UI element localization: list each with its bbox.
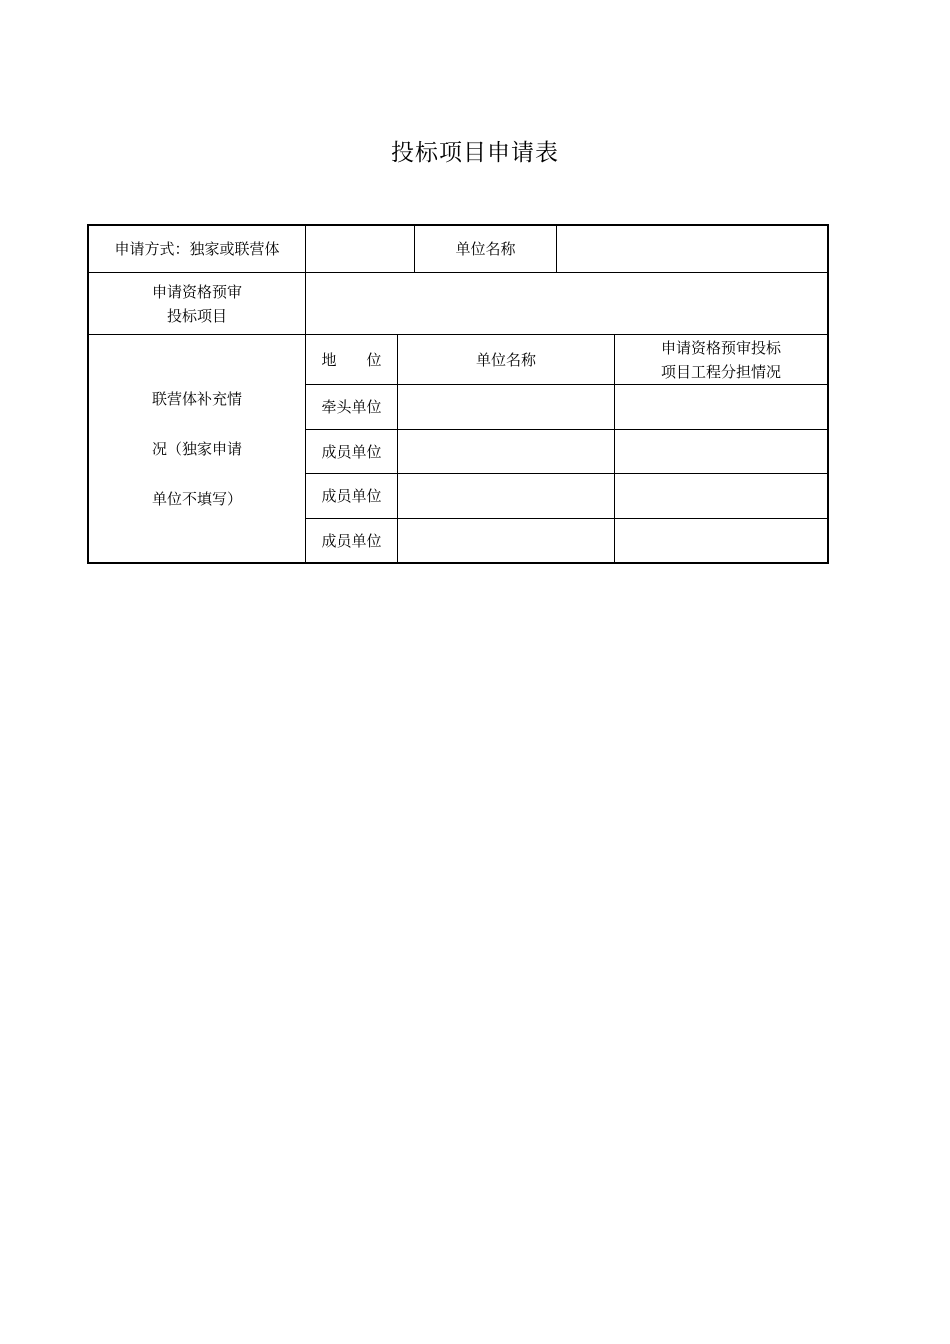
work-share-header-line1: 申请资格预审投标 [660,338,781,357]
consortium-info-label-line3: 单位不填写） [151,489,242,508]
unit-name-label: 单位名称 [455,240,516,258]
consortium-info-label-line2: 况（独家申请 [151,439,242,458]
bid-project-label-line1: 申请资格预审 [151,282,242,301]
member-unit-1-share-field[interactable] [615,430,827,473]
consortium-info-label [89,335,305,562]
member-unit-3-name-field[interactable] [398,519,614,562]
member-unit-2-position: 成员单位 [321,487,382,505]
member-unit-1-position: 成员单位 [321,442,382,461]
position-header: 地 位 [321,350,382,369]
unit-name-field[interactable] [557,226,827,272]
consortium-info-label-line1: 联营体补充情 [151,389,242,408]
application-method-field[interactable] [306,226,414,272]
member-unit-3-share-field[interactable] [615,519,827,562]
table-border-bottom [87,562,829,564]
lead-unit-position: 牵头单位 [321,398,382,416]
table-border-right [827,224,829,564]
work-share-header-line2: 项目工程分担情况 [660,362,781,381]
work-share-header [615,335,827,384]
member-unit-name-header: 单位名称 [475,350,536,369]
page-title: 投标项目申请表 [391,140,559,166]
lead-unit-share-field[interactable] [615,385,827,429]
bid-project-label-line2: 投标项目 [166,306,227,325]
bid-project-field[interactable] [306,273,827,334]
application-method-label: 申请方式：独家或联营体 [114,240,280,258]
member-unit-3-position: 成员单位 [321,531,382,550]
member-unit-1-name-field[interactable] [398,430,614,473]
lead-unit-name-field[interactable] [398,385,614,429]
member-unit-2-name-field[interactable] [398,474,614,518]
member-unit-2-share-field[interactable] [615,474,827,518]
bid-project-label [89,273,305,334]
